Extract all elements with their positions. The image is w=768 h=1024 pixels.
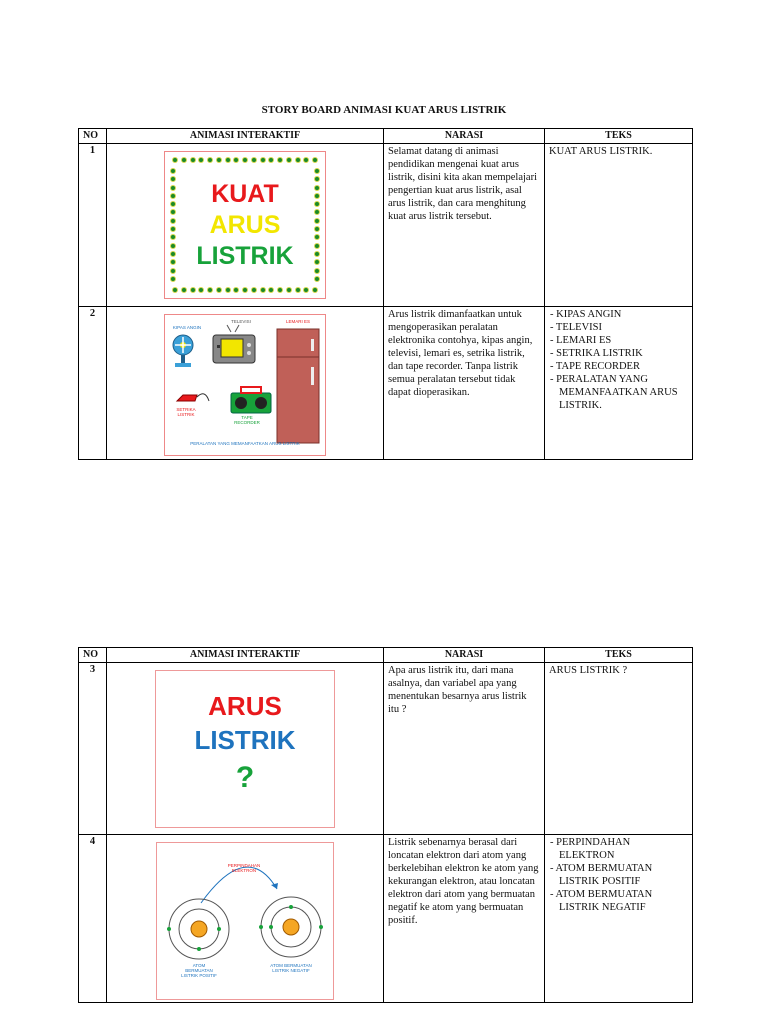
header-no: NO (79, 648, 107, 663)
teks-list (549, 836, 688, 914)
negative-atom-icon (259, 897, 323, 957)
teks-item: - LEMARI ES (550, 335, 612, 346)
border-dot (233, 157, 239, 163)
title-card-image (164, 151, 326, 299)
television-icon (213, 325, 255, 363)
label-lemari-es: LEMARI ES (285, 319, 310, 324)
dot-border-bottom (172, 287, 318, 293)
teks-item: - TELEVISI (550, 322, 603, 333)
border-dot (260, 157, 266, 163)
border-dot (251, 287, 257, 293)
narasi-text: Arus listrik dimanfaatkan untuk mengoperasikan peralatan elektronika contohya, kipas angin, televisi, lemari es, setrika listrik, dan tape recorder. Tanpa listrik semua peralatan tersebut tidak dapat dioperasikan. (384, 307, 545, 460)
teks-item: - SETRIKA LISTRIK (550, 348, 643, 359)
border-dot (170, 276, 176, 282)
teks-cell (545, 307, 693, 460)
header-no: NO (79, 129, 107, 144)
animation-cell (107, 307, 384, 460)
border-dot (207, 157, 213, 163)
storyboard-table-2 (78, 647, 693, 1003)
header-row (79, 129, 693, 144)
border-dot (216, 287, 222, 293)
teks-item: - ATOM BERMUATAN LISTRIK POSITIF (550, 863, 653, 887)
border-dot (190, 287, 196, 293)
border-dot (190, 157, 196, 163)
border-dot (172, 287, 178, 293)
animation-cell (107, 663, 384, 835)
border-dot (277, 157, 283, 163)
teks-item: - PERPINDAHAN ELEKTRON (550, 837, 631, 861)
border-dot (198, 157, 204, 163)
border-dot (242, 157, 248, 163)
teks-item: KUAT ARUS LISTRIK. (549, 146, 653, 157)
border-dot (314, 276, 320, 282)
teks-item: - PERALATAN YANG MEMANFAATKAN ARUS LISTRIK. (550, 374, 678, 411)
arus-listrik-image (155, 670, 335, 828)
header-row (79, 648, 693, 663)
appliances-drawing (165, 315, 325, 455)
table-row (79, 663, 693, 835)
label-setrika-listrik: SETRIKA LISTRIK (176, 407, 196, 417)
border-dot (268, 287, 274, 293)
border-dot (225, 287, 231, 293)
row-number: 2 (79, 307, 107, 460)
storyboard-table-1 (78, 128, 693, 460)
border-dot (251, 157, 257, 163)
label-tape-recorder: TAPE RECORDER (234, 415, 260, 425)
border-dot (181, 287, 187, 293)
label-kipas-angin: KIPAS ANGIN (172, 325, 202, 330)
animation-cell (107, 144, 384, 307)
teks-cell (545, 663, 693, 835)
row-number: 4 (79, 835, 107, 1003)
fan-icon (173, 335, 193, 367)
teks-item: ARUS LISTRIK ? (549, 665, 628, 676)
image-text-arus: ARUS (208, 691, 282, 721)
border-dot (312, 157, 318, 163)
border-dot (303, 287, 309, 293)
row-number: 1 (79, 144, 107, 307)
table-row (79, 835, 693, 1003)
teks-list (549, 308, 688, 412)
label-atom-positif: ATOM BERMUATAN LISTRIK POSITIF (181, 963, 217, 978)
border-dot (295, 287, 301, 293)
table-row (79, 307, 693, 460)
animation-cell (107, 835, 384, 1003)
border-dot (303, 157, 309, 163)
border-dot (314, 168, 320, 174)
document-title: STORY BOARD ANIMASI KUAT ARUS LISTRIK (261, 104, 507, 116)
header-teks: TEKS (545, 648, 693, 663)
border-dot (268, 157, 274, 163)
dot-border-top (172, 157, 318, 163)
border-dot (295, 157, 301, 163)
label-atom-negatif: ATOM BERMUATAN LISTRIK NEGATIF (270, 963, 312, 973)
border-dot (260, 287, 266, 293)
border-dot (198, 287, 204, 293)
narasi-text: Listrik sebenarnya berasal dari loncatan elektron dari atom yang berkelebihan elektron ke atom yang kekurangan elektron, atau loncatan elektron dari atom yang bermuatan negatif ke atom yang bermuatan positif. (384, 835, 545, 1003)
image-text-question: ? (235, 761, 255, 794)
border-dot (233, 287, 239, 293)
refrigerator-icon (277, 329, 319, 443)
border-dot (181, 157, 187, 163)
narasi-text: Selamat datang di animasi pendidikan mengenai kuat arus listrik, disini kita akan mempelajari pengertian kuat arus listrik, asal arus listrik, dan cara menghitung kuat arus listrik tersebut. (384, 144, 545, 307)
narasi-text: Apa arus listrik itu, dari mana asalnya, dan variabel apa yang menentukan besarnya arus listrik itu ? (384, 663, 545, 835)
teks-cell (545, 835, 693, 1003)
teks-item: - TAPE RECORDER (550, 361, 640, 372)
header-narasi: NARASI (384, 129, 545, 144)
image-text-listrik: LISTRIK (196, 242, 294, 270)
appliances-image (164, 314, 326, 456)
border-dot (312, 287, 318, 293)
header-narasi: NARASI (384, 648, 545, 663)
label-televisi: TELEVISI (231, 319, 251, 324)
teks-item: - KIPAS ANGIN (550, 309, 622, 320)
teks-item: - ATOM BERMUATAN LISTRIK NEGATIF (550, 889, 653, 913)
tape-recorder-icon (231, 387, 271, 413)
border-dot (207, 287, 213, 293)
image-text-kuat: KUAT (211, 180, 279, 208)
header-animasi: ANIMASI INTERAKTIF (107, 129, 384, 144)
border-dot (216, 157, 222, 163)
image-text-arus: ARUS (209, 211, 281, 239)
teks-cell (545, 144, 693, 307)
border-dot (286, 287, 292, 293)
image-caption: PERALATAN YANG MEMANFAATKAN ARUS LISTRIK (190, 441, 300, 446)
header-animasi: ANIMASI INTERAKTIF (107, 648, 384, 663)
border-dot (286, 157, 292, 163)
border-dot (277, 287, 283, 293)
border-dot (242, 287, 248, 293)
border-dot (170, 168, 176, 174)
row-number: 3 (79, 663, 107, 835)
positive-atom-icon (167, 899, 229, 959)
label-perpindahan-elektron: PERPINDAHAN ELEKTRON (227, 863, 261, 873)
border-dot (172, 157, 178, 163)
electron-transfer-image (156, 842, 334, 1000)
border-dot (225, 157, 231, 163)
header-teks: TEKS (545, 129, 693, 144)
table-row (79, 144, 693, 307)
iron-icon (177, 394, 209, 401)
image-text-listrik: LISTRIK (194, 725, 296, 755)
